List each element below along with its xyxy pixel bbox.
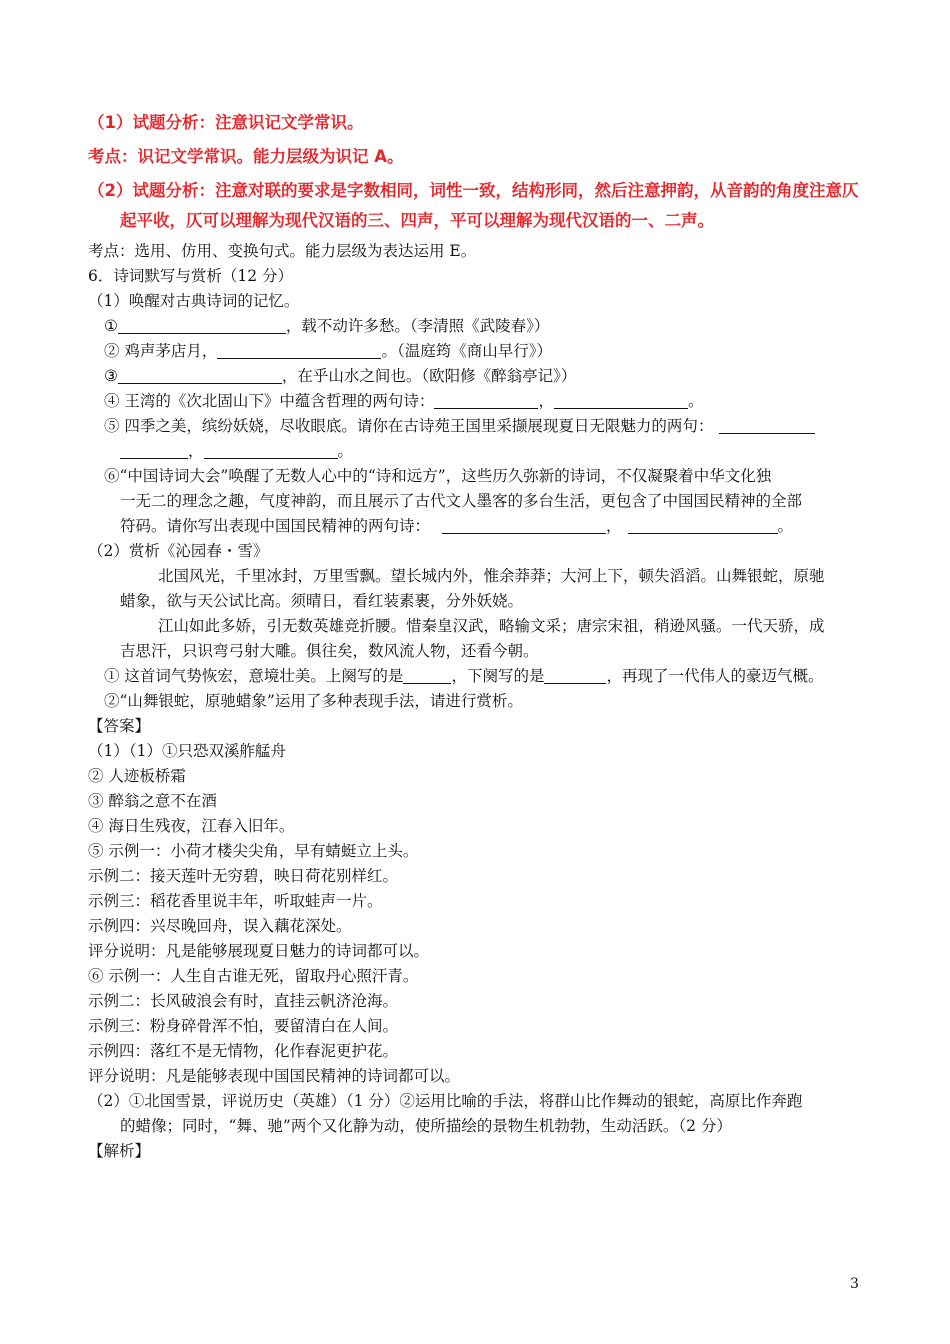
part-2-title: （2）赏析《沁园春・雪》: [88, 542, 269, 560]
recite-line-1: [104, 315, 549, 337]
answer-line: ⑤ 示例一：小荷才楼尖尖角，早有蜻蜓立上头。: [88, 842, 419, 860]
recite-line-4: [104, 390, 703, 412]
answer-line: （1）（1）①只恐双溪舴艋舟: [88, 742, 286, 760]
recite-line-2: [104, 340, 552, 362]
analysis-2-line-1: （2）试题分析：注意对联的要求是字数相同，词性一致，结构形同，然后注意押韵，从音韵的角度注意仄: [88, 181, 859, 200]
answer-blank[interactable]: [544, 667, 606, 684]
poem-line-3: 江山如此多娇，引无数英雄竞折腰。惜秦皇汉武，略输文采；唐宗宋祖，稍逊风骚。一代天骄，成: [158, 617, 825, 635]
question-2-2: ②“山舞银蛇，原驰蜡象”运用了多种表现手法，请进行赏析。: [104, 692, 523, 710]
part-1-title: （1）唤醒对古典诗词的记忆。: [88, 292, 300, 310]
analysis-2-line-2: 起平收，仄可以理解为现代汉语的三、四声，平可以理解为现代汉语的一、二声。: [120, 211, 714, 230]
recite-line-6-c: [120, 515, 793, 537]
recite-line-3: [104, 365, 576, 387]
answer-blank[interactable]: [434, 392, 538, 409]
question-6-title: 6．诗词默写与赏析（12 分）: [88, 267, 294, 285]
key-point-2: 考点：选用、仿用、变换句式。能力层级为表达运用 E。: [88, 242, 477, 260]
line-text: 符码。请你写出表现中国国民精神的两句诗：: [120, 517, 431, 535]
poem-line-2: 蜡象，欲与天公试比高。须晴日，看红装素裹，分外妖娆。: [120, 592, 524, 610]
answer-line: 示例二：长风破浪会有时，直挂云帆济沧海。: [88, 992, 399, 1010]
line-text: ① 这首词气势恢宏，意境壮美。上阕写的是: [104, 667, 404, 685]
line-text: ，在乎山水之间也。（欧阳修《醉翁亭记》）: [281, 367, 577, 385]
line-text: ② 鸡声茅店月，: [104, 342, 218, 360]
answer-blank[interactable]: [217, 342, 381, 359]
answer-line: ⑥ 示例一：人生自古谁无死，留取丹心照汗青。: [88, 967, 419, 985]
answer-blank[interactable]: [403, 667, 451, 684]
period: 。: [687, 392, 704, 410]
answer-blank[interactable]: [118, 317, 286, 334]
analysis-label: 【解析】: [88, 1142, 151, 1160]
key-point-1: 考点：识记文学常识。能力层级为识记 A。: [88, 147, 404, 166]
answer-line: ④ 海日生残夜，江春入旧年。: [88, 817, 295, 835]
answer-blank[interactable]: [554, 392, 688, 409]
answer-line: 示例四：兴尽晚回舟，误入藕花深处。: [88, 917, 352, 935]
answer-line: 评分说明：凡是能够展现夏日魅力的诗词都可以。: [88, 942, 430, 960]
answer-blank[interactable]: [120, 442, 188, 459]
period: 。: [777, 517, 794, 535]
line-text: ⑤ 四季之美，缤纷妖娆，尽收眼底。请你在古诗苑王国里采撷展现夏日无限魅力的两句：: [104, 417, 714, 435]
question-2-1: [104, 665, 823, 687]
recite-line-5: [104, 415, 815, 437]
poem-line-4: 吉思汗，只识弯弓射大雕。俱往矣，数风流人物，还看今朝。: [120, 642, 539, 660]
period: 。: [337, 442, 354, 460]
comma: ，: [188, 442, 204, 460]
page-number: 3: [850, 1276, 859, 1292]
item-marker: ③: [104, 367, 118, 385]
item-marker: ①: [104, 317, 118, 335]
recite-line-5-cont: [120, 440, 353, 462]
answer-blank[interactable]: [719, 417, 815, 434]
answer-blank[interactable]: [442, 517, 606, 534]
answer-line: 示例三：粉身碎骨浑不怕，要留清白在人间。: [88, 1017, 399, 1035]
answer-part-2-line-1: （2）①北国雪景，评说历史（英雄）（1 分）②运用比喻的手法，将群山比作舞动的银蛇，高原比作奔跑: [88, 1092, 803, 1110]
answer-label: 【答案】: [88, 717, 151, 735]
answer-line: ② 人迹板桥霜: [88, 767, 186, 785]
recite-line-6-b: 一无二的理念之趣，气度神韵，而且展示了古代文人墨客的多台生活，更包含了中国国民精神的全部: [120, 492, 803, 510]
line-text: ，下阕写的是: [451, 667, 545, 685]
recite-line-6-a: ⑥“中国诗词大会”唤醒了无数人心中的“诗和远方”，这些历久弥新的诗词，不仅凝聚着中华文化独: [104, 467, 772, 485]
answer-line: 示例二：接天莲叶无穷碧，映日荷花别样红。: [88, 867, 399, 885]
line-text: ，再现了一代伟人的豪迈气概。: [606, 667, 824, 685]
comma: ，: [538, 392, 554, 410]
line-text: ，载不动许多愁。（李清照《武陵春》）: [285, 317, 550, 335]
answer-blank[interactable]: [118, 367, 282, 384]
analysis-1: （1）试题分析：注意识记文学常识。: [88, 113, 364, 132]
answer-blank[interactable]: [204, 442, 338, 459]
answer-part-2-line-2: 的蜡像；同时，“舞、驰”两个又化静为动，使所描绘的景物生机勃勃，生动活跃。（2 分）: [120, 1117, 732, 1135]
line-text: ④ 王湾的《次北固山下》中蕴含哲理的两句诗：: [104, 392, 435, 410]
line-text: 。（温庭筠《商山早行》）: [381, 342, 552, 360]
answer-line: 示例三：稻花香里说丰年，听取蛙声一片。: [88, 892, 383, 910]
answer-blank[interactable]: [628, 517, 778, 534]
answer-line: 评分说明：凡是能够表现中国国民精神的诗词都可以。: [88, 1067, 461, 1085]
answer-line: ③ 醉翁之意不在酒: [88, 792, 217, 810]
comma: ，: [606, 517, 622, 535]
poem-line-1: 北国风光，千里冰封，万里雪飘。望长城内外，惟余莽莽；大河上下，顿失滔滔。山舞银蛇，原驰: [158, 567, 825, 585]
answer-line: 示例四：落红不是无情物，化作春泥更护花。: [88, 1042, 399, 1060]
